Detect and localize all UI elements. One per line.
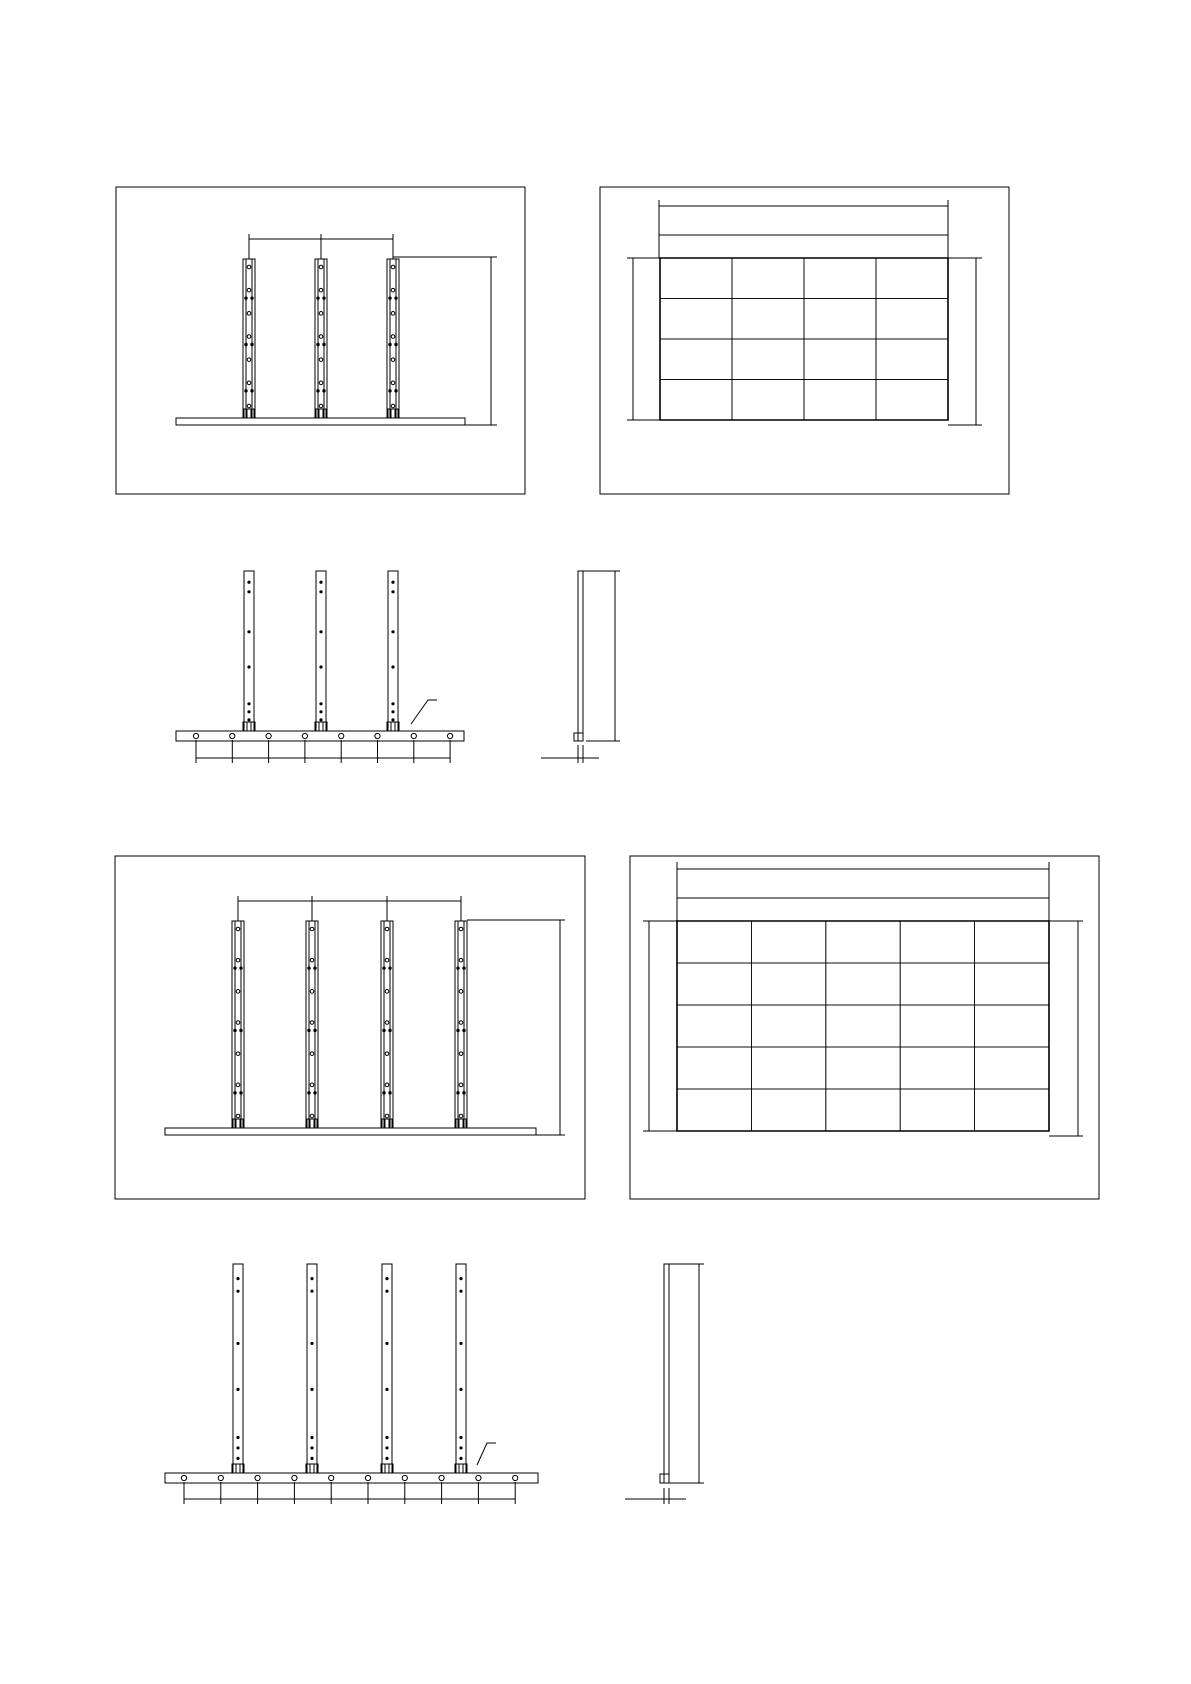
mount-hole	[319, 265, 323, 269]
display-panel	[826, 963, 900, 1005]
base-hole	[302, 733, 307, 738]
mount-hole	[310, 1114, 314, 1118]
rail-hole	[386, 1278, 388, 1280]
slot-mark	[308, 1029, 310, 1031]
rail-hole	[237, 1278, 239, 1280]
rail-hole	[460, 1342, 462, 1344]
rail-hole	[311, 1457, 313, 1459]
base-hole	[476, 1475, 481, 1480]
rail-foot	[315, 722, 327, 731]
display-panel	[751, 1047, 825, 1089]
rail-hole	[386, 1290, 388, 1292]
mount-hole	[310, 927, 314, 931]
rail-side-profile	[578, 571, 583, 741]
rail-hole	[320, 631, 322, 633]
base-hole	[411, 733, 416, 738]
display-panel	[751, 921, 825, 963]
mount-hole	[319, 312, 323, 316]
mount-hole	[459, 927, 463, 931]
base-rail	[176, 418, 465, 425]
base-hole	[365, 1475, 370, 1480]
rail-hole	[237, 1388, 239, 1390]
display-panel	[732, 299, 804, 340]
dimension-depth	[625, 1488, 686, 1504]
rail-body	[244, 571, 254, 731]
base-hole	[329, 1475, 334, 1480]
slot-mark	[240, 967, 242, 969]
display-panel	[975, 963, 1049, 1005]
slot-mark	[251, 297, 253, 299]
rail-body	[382, 1264, 392, 1473]
vertical-rail	[232, 921, 244, 1128]
base-hole	[339, 733, 344, 738]
vertical-rail	[315, 259, 327, 418]
mount-hole	[247, 265, 251, 269]
display-panel	[660, 339, 732, 380]
display-panel	[677, 963, 751, 1005]
mount-hole	[385, 927, 389, 931]
mount-hole	[319, 288, 323, 292]
vertical-rail	[243, 571, 255, 731]
vertical-rail	[387, 571, 399, 731]
view-4col-front	[115, 856, 585, 1199]
view-5x5-wall	[630, 856, 1099, 1199]
display-panel	[876, 258, 948, 299]
rail-hole	[248, 703, 250, 705]
base-hole	[292, 1475, 297, 1480]
mount-hole	[319, 404, 323, 408]
rail-body	[388, 571, 398, 731]
rail-hole	[237, 1290, 239, 1292]
display-panel	[876, 299, 948, 340]
rail-hole	[386, 1388, 388, 1390]
base-mounting-points	[181, 1475, 517, 1504]
base-hole	[513, 1475, 518, 1480]
view-3col-rear	[176, 571, 464, 763]
rail-body	[456, 1264, 466, 1473]
base-hole	[375, 733, 380, 738]
rail-hole	[460, 1290, 462, 1292]
vertical-rail	[315, 571, 327, 731]
view-3col-front	[116, 187, 525, 494]
rail-body	[307, 1264, 317, 1473]
dimension-width	[677, 862, 1049, 921]
dimension-hole-spacing	[184, 1482, 515, 1504]
display-panel	[677, 921, 751, 963]
mount-hole	[310, 958, 314, 962]
slot-mark	[251, 390, 253, 392]
mount-hole	[247, 404, 251, 408]
display-panel	[900, 963, 974, 1005]
base-hole	[193, 733, 198, 738]
display-panel	[677, 1089, 751, 1131]
view-frame	[115, 856, 585, 1199]
display-panel	[732, 380, 804, 421]
rail-hole	[460, 1278, 462, 1280]
rail-hole	[311, 1290, 313, 1292]
base-hole	[230, 733, 235, 738]
display-panel	[900, 921, 974, 963]
mount-hole	[319, 381, 323, 385]
mount-hole	[391, 335, 395, 339]
vertical-rail	[455, 921, 467, 1128]
mount-hole	[247, 358, 251, 362]
mount-hole	[236, 1052, 240, 1056]
rail-hole	[460, 1457, 462, 1459]
display-panel	[900, 1005, 974, 1047]
slot-mark	[245, 343, 247, 345]
mount-hole	[247, 312, 251, 316]
vertical-rails	[243, 259, 399, 418]
display-panel	[804, 258, 876, 299]
dimension-height	[669, 1264, 704, 1483]
rail-hole	[248, 591, 250, 593]
rail-foot	[381, 1464, 393, 1473]
rail-hole	[392, 591, 394, 593]
base-hole	[439, 1475, 444, 1480]
view-4col-rear	[165, 1264, 538, 1504]
display-panel	[900, 1047, 974, 1089]
view-4x4-wall	[600, 187, 1009, 494]
rail-hole	[248, 666, 250, 668]
rail-hole	[320, 703, 322, 705]
mount-hole	[391, 312, 395, 316]
slot-mark	[395, 343, 397, 345]
dimension-height	[643, 921, 1083, 1136]
slot-mark	[317, 297, 319, 299]
display-panel	[751, 963, 825, 1005]
rail-hole	[311, 1278, 313, 1280]
rail-hole	[460, 1436, 462, 1438]
mount-hole	[391, 404, 395, 408]
mount-hole	[459, 958, 463, 962]
rail-hole	[320, 719, 322, 721]
rail-hole	[386, 1342, 388, 1344]
rail-hole	[248, 581, 250, 583]
display-panel	[826, 921, 900, 963]
rail-hole	[392, 719, 394, 721]
display-panel	[804, 299, 876, 340]
display-grid	[660, 258, 948, 420]
display-panel	[900, 1089, 974, 1131]
display-panel	[660, 380, 732, 421]
display-panel	[732, 339, 804, 380]
slot-mark	[463, 1029, 465, 1031]
dimension-hole-spacing	[196, 740, 450, 763]
rail-hole	[237, 1457, 239, 1459]
rail-hole	[392, 711, 394, 713]
mount-hole	[319, 335, 323, 339]
leader-line	[477, 1443, 496, 1465]
rail-hole	[311, 1342, 313, 1344]
mount-hole	[385, 1114, 389, 1118]
dimension-rail-spacing	[249, 234, 393, 259]
mount-hole	[236, 927, 240, 931]
rail-hole	[392, 666, 394, 668]
mount-hole	[385, 1052, 389, 1056]
display-panel	[975, 1047, 1049, 1089]
mount-hole	[391, 265, 395, 269]
slot-mark	[395, 297, 397, 299]
rail-hole	[386, 1436, 388, 1438]
rail-hole	[248, 719, 250, 721]
base-mounting-points	[193, 733, 452, 763]
dimension-depth	[541, 745, 599, 763]
mount-hole	[247, 381, 251, 385]
mount-hole	[459, 1083, 463, 1087]
display-panel	[660, 258, 732, 299]
slot-mark	[383, 967, 385, 969]
slot-mark	[240, 1029, 242, 1031]
slot-mark	[234, 967, 236, 969]
base-rail	[165, 1473, 538, 1483]
rail-body	[316, 571, 326, 731]
base-hole	[255, 1475, 260, 1480]
slot-mark	[317, 343, 319, 345]
vertical-rail	[381, 1264, 393, 1473]
slot-mark	[314, 967, 316, 969]
slot-mark	[245, 390, 247, 392]
slot-mark	[457, 967, 459, 969]
slot-mark	[389, 390, 391, 392]
slot-mark	[383, 1029, 385, 1031]
vertical-rail	[381, 921, 393, 1128]
rail-hole	[392, 581, 394, 583]
mount-hole	[310, 1021, 314, 1025]
slot-mark	[314, 1029, 316, 1031]
dimension-height	[586, 571, 620, 741]
rail-hole	[460, 1447, 462, 1449]
rail-hole	[320, 711, 322, 713]
slot-mark	[389, 1029, 391, 1031]
dimension-rail-spacing	[238, 896, 461, 921]
slot-mark	[323, 297, 325, 299]
rail-hole	[320, 591, 322, 593]
view-frame	[630, 856, 1099, 1199]
display-panel	[677, 1005, 751, 1047]
dimension-height	[393, 257, 497, 425]
slot-mark	[308, 1092, 310, 1094]
slot-mark	[389, 967, 391, 969]
rail-hole	[248, 711, 250, 713]
rail-hole	[237, 1447, 239, 1449]
slot-mark	[389, 297, 391, 299]
display-panel	[876, 380, 948, 421]
rail-foot	[455, 1464, 467, 1473]
rail-hole	[386, 1457, 388, 1459]
rail-hole	[460, 1388, 462, 1390]
rail-hole	[311, 1447, 313, 1449]
display-panel	[732, 258, 804, 299]
mount-hole	[310, 990, 314, 994]
slot-mark	[314, 1092, 316, 1094]
mount-hole	[385, 958, 389, 962]
mount-hole	[236, 990, 240, 994]
base-rail	[165, 1128, 536, 1135]
display-panel	[804, 380, 876, 421]
view-frame	[116, 187, 525, 494]
vertical-rails	[232, 1264, 467, 1473]
vertical-rail	[306, 921, 318, 1128]
dimension-height	[467, 920, 565, 1135]
mount-hole	[236, 1114, 240, 1118]
base-hole	[181, 1475, 186, 1480]
display-panel	[876, 339, 948, 380]
display-panel	[975, 921, 1049, 963]
rail-hole	[392, 631, 394, 633]
display-panel	[975, 1005, 1049, 1047]
vertical-rails	[243, 571, 399, 731]
rail-body	[233, 1264, 243, 1473]
base-hole	[402, 1475, 407, 1480]
slot-mark	[389, 343, 391, 345]
slot-mark	[317, 390, 319, 392]
vertical-rail	[243, 259, 255, 418]
slot-mark	[234, 1092, 236, 1094]
display-panel	[677, 1047, 751, 1089]
vertical-rails	[232, 921, 467, 1128]
slot-mark	[323, 343, 325, 345]
rail-hole	[320, 581, 322, 583]
base-hole	[266, 733, 271, 738]
mount-hole	[319, 358, 323, 362]
rail-hole	[320, 666, 322, 668]
vertical-rail	[232, 1264, 244, 1473]
rail-hole	[237, 1342, 239, 1344]
display-panel	[660, 299, 732, 340]
base-rail	[176, 731, 464, 741]
rail-hole	[311, 1388, 313, 1390]
rail-foot	[306, 1464, 318, 1473]
wall-outline	[677, 921, 1049, 1131]
mount-hole	[385, 990, 389, 994]
rail-hole	[237, 1436, 239, 1438]
mount-hole	[391, 381, 395, 385]
base-hole	[218, 1475, 223, 1480]
slot-mark	[234, 1029, 236, 1031]
mount-hole	[236, 1083, 240, 1087]
mount-hole	[247, 288, 251, 292]
mount-hole	[459, 1052, 463, 1056]
display-panel	[975, 1089, 1049, 1131]
vertical-rail	[455, 1264, 467, 1473]
view-4col-side	[625, 1264, 704, 1504]
view-3col-side	[541, 571, 620, 763]
slot-mark	[457, 1092, 459, 1094]
slot-mark	[383, 1092, 385, 1094]
leader-line	[411, 700, 437, 724]
display-panel	[826, 1047, 900, 1089]
slot-mark	[389, 1092, 391, 1094]
rail-hole	[386, 1447, 388, 1449]
mount-hole	[391, 288, 395, 292]
mount-hole	[459, 1114, 463, 1118]
slot-mark	[308, 967, 310, 969]
display-panel	[826, 1005, 900, 1047]
rail-side-profile	[664, 1264, 669, 1483]
display-panel	[751, 1005, 825, 1047]
dimension-width	[659, 200, 948, 258]
rail-foot	[243, 722, 255, 731]
slot-mark	[240, 1092, 242, 1094]
rail-hole	[311, 1436, 313, 1438]
rail-foot	[387, 722, 399, 731]
mount-hole	[310, 1052, 314, 1056]
display-panel	[826, 1089, 900, 1131]
rail-hole	[248, 631, 250, 633]
display-grid	[677, 921, 1049, 1131]
display-panel	[804, 339, 876, 380]
mount-hole	[459, 990, 463, 994]
vertical-rail	[387, 259, 399, 418]
slot-mark	[463, 1092, 465, 1094]
slot-mark	[463, 967, 465, 969]
mount-hole	[236, 1021, 240, 1025]
slot-mark	[251, 343, 253, 345]
slot-mark	[245, 297, 247, 299]
mount-hole	[310, 1083, 314, 1087]
slot-mark	[395, 390, 397, 392]
rail-foot	[232, 1464, 244, 1473]
mount-hole	[459, 1021, 463, 1025]
slot-mark	[323, 390, 325, 392]
mount-hole	[247, 335, 251, 339]
mount-hole	[236, 958, 240, 962]
mount-hole	[385, 1021, 389, 1025]
dimension-height	[627, 258, 982, 425]
display-panel	[751, 1089, 825, 1131]
mount-hole	[385, 1083, 389, 1087]
base-hole	[448, 733, 453, 738]
mount-hole	[391, 358, 395, 362]
rail-hole	[392, 703, 394, 705]
slot-mark	[457, 1029, 459, 1031]
vertical-rail	[306, 1264, 318, 1473]
